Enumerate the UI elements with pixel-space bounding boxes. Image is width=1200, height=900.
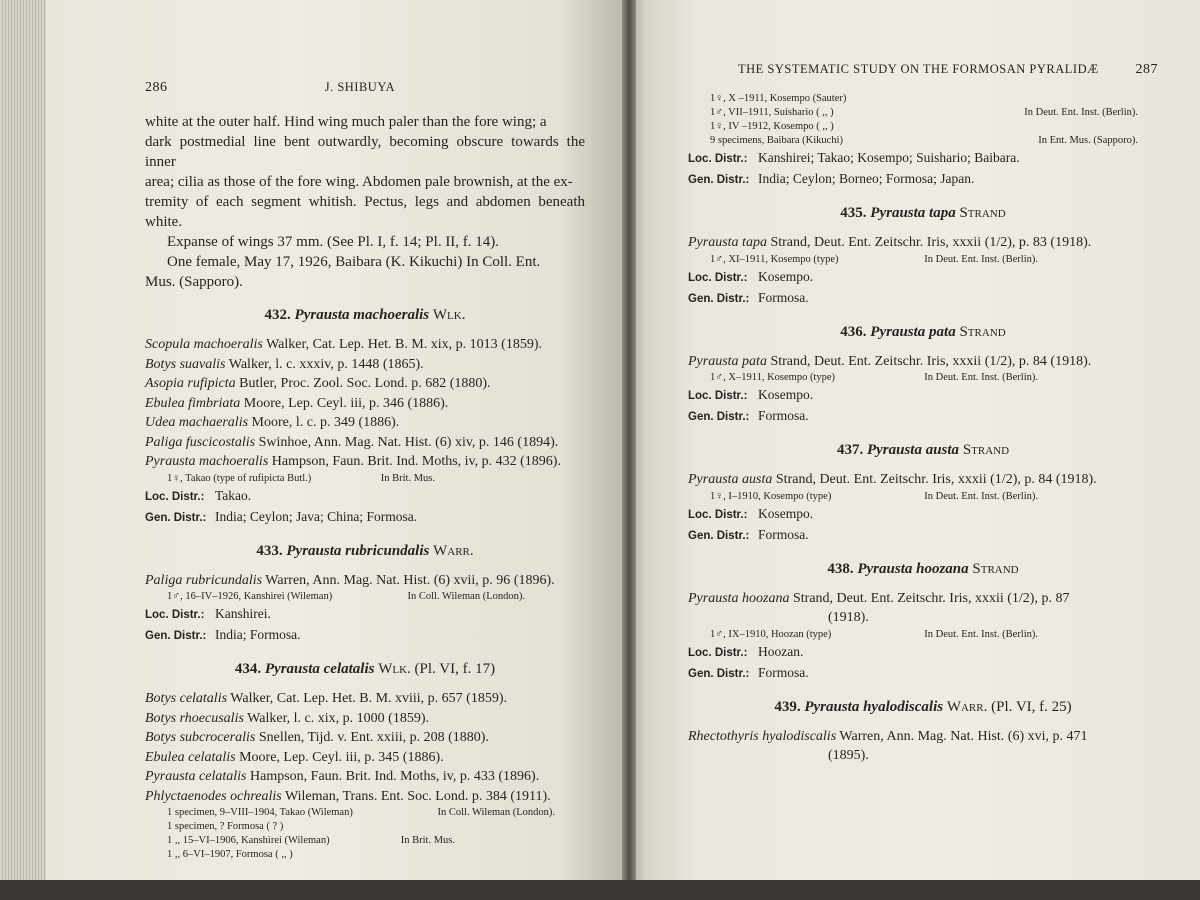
synonym-ref: Strand, Deut. Ent. Zeitschr. Iris, xxxii (1/2), p. 84 (1918). xyxy=(766,353,1092,369)
synonym-line xyxy=(145,787,585,807)
book-gutter xyxy=(622,0,636,900)
specimen-line xyxy=(145,834,585,848)
record-line: One female, May 17, 1926, Baibara (K. Kikuchi) In Coll. Ent. xyxy=(167,254,541,270)
table-background xyxy=(0,880,1200,900)
gen-distr-value: Formosa. xyxy=(758,664,809,680)
synonym-ref: Warren, Ann. Mag. Nat. Hist. (6) xvi, p. 471 xyxy=(836,728,1088,744)
species-author: Strand xyxy=(959,205,1006,221)
locality-distribution xyxy=(688,267,1158,288)
species-number: 435. xyxy=(840,205,867,221)
synonym-ref: Hampson, Faun. Brit. Ind. Moths, iv, p. 432 (1896). xyxy=(268,454,561,469)
specimen-text: 1 ,, 6–VI–1907, Formosa ( ,, ) xyxy=(167,849,293,860)
synonym-name: Rhectothyris hyalodiscalis xyxy=(688,728,837,744)
specimen-text: 1♂, XI–1911, Kosempo (type) xyxy=(710,253,839,265)
locality-distribution xyxy=(145,486,585,507)
synonym-ref-continued: (1895). xyxy=(828,748,869,763)
synonym-ref: Walker, Cat. Lep. Het. B. M. xviii, p. 657 (1859). xyxy=(227,691,508,706)
synonym-line xyxy=(145,374,585,394)
page-number-right: 287 xyxy=(1135,62,1158,77)
species-name: Pyrausta tapa xyxy=(870,205,956,221)
specimen-location: In Coll. Wileman (London). xyxy=(407,591,525,602)
gen-distr-value: India; Formosa. xyxy=(215,627,301,642)
loc-distr-value: Kosempo. xyxy=(758,505,814,521)
species-number: 436. xyxy=(840,323,867,340)
page-number-left: 286 xyxy=(145,80,168,95)
synonym-continuation xyxy=(688,746,1158,766)
synonym-ref: Swinhoe, Ann. Mag. Nat. Hist. (6) xiv, p. 146 (1894). xyxy=(255,434,559,450)
species-heading-437 xyxy=(688,441,1158,460)
specimen-location: In Deut. Ent. Inst. (Berlin). xyxy=(924,628,1038,640)
synonym-ref: Hampson, Faun. Brit. Ind. Moths, iv, p. 433 (1896). xyxy=(246,769,540,784)
intro-line: tremity of each segment whitish. Pectus, legs and abdomen beneath white. xyxy=(145,194,585,230)
right-page-content xyxy=(688,60,1158,766)
species-heading-433 xyxy=(145,542,585,561)
general-distribution xyxy=(688,663,1158,684)
species-name: Pyrausta austa xyxy=(866,442,960,458)
specimen-line xyxy=(688,253,1158,267)
gen-distr-label: Gen. Distr.: xyxy=(688,411,750,423)
synonym-name: Botys celatalis xyxy=(145,691,228,706)
synonym-line xyxy=(145,748,585,768)
locality-distribution xyxy=(145,604,585,625)
specimen-line xyxy=(688,490,1158,504)
general-distribution xyxy=(688,406,1158,427)
synonym-name: Asopia rufipicta xyxy=(145,376,236,391)
synonym-line xyxy=(688,470,1158,490)
loc-distr-label: Loc. Distr.: xyxy=(688,508,748,521)
species-heading-435 xyxy=(688,204,1158,223)
right-running-head xyxy=(688,60,1158,82)
specimen-text: 1 ,, 15–VI–1906, Kanshirei (Wileman) xyxy=(167,835,330,846)
specimen-location: In Ent. Mus. (Sapporo). xyxy=(1038,135,1138,146)
specimen-text: 1♂, X–1911, Kosempo (type) xyxy=(710,372,836,383)
species-heading-436 xyxy=(688,323,1158,342)
synonym-name: Paliga fuscicostalis xyxy=(145,434,256,450)
running-head-author: J. SHIBUYA xyxy=(324,80,395,94)
specimen-line xyxy=(688,92,1158,106)
synonym-name: Botys suavalis xyxy=(145,356,226,372)
synonym-name: Ebulea fimbriata xyxy=(145,395,241,411)
expanse-line: Expanse of wings 37 mm. (See Pl. I, f. 14; Pl. II, f. 14). xyxy=(167,234,500,250)
synonym-ref: Walker, l. c. xxxiv, p. 1448 (1865). xyxy=(225,356,424,372)
intro-line: white at the outer half. Hind wing much paler than the fore wing; a xyxy=(145,114,547,130)
species-heading-434 xyxy=(145,660,585,679)
synonym-ref: Snellen, Tijd. v. Ent. xxiii, p. 208 (1880). xyxy=(255,730,489,745)
specimen-location: In Deut. Ent. Inst. (Berlin). xyxy=(924,253,1038,265)
gen-distr-value: India; Ceylon; Borneo; Formosa; Japan. xyxy=(758,171,975,186)
specimen-line xyxy=(688,134,1158,148)
species-heading-438 xyxy=(688,560,1158,579)
synonym-ref: Moore, Lep. Ceyl. iii, p. 345 (1886). xyxy=(235,749,444,765)
synonym-line xyxy=(688,352,1158,372)
synonym-name: Paliga rubricundalis xyxy=(145,572,263,588)
synonym-name: Udea machaeralis xyxy=(145,415,249,430)
species-name: Pyrausta hoozana xyxy=(857,560,969,577)
specimen-text: 1 specimen, 9–VIII–1904, Takao (Wileman) xyxy=(167,807,353,818)
specimen-text: 1♀, Takao (type of rufipicta Butl.) xyxy=(167,472,312,484)
specimen-line xyxy=(688,106,1158,120)
synonym-continuation xyxy=(688,608,1158,628)
loc-distr-label: Loc. Distr.: xyxy=(688,646,748,659)
gen-distr-value: Formosa. xyxy=(758,526,809,542)
synonym-name: Pyrausta pata xyxy=(688,353,767,369)
species-number: 439. xyxy=(774,698,801,715)
species-number: 433. xyxy=(256,542,283,559)
gen-distr-value: Formosa. xyxy=(758,408,809,423)
synonym-line xyxy=(688,727,1158,747)
page-edges xyxy=(0,0,46,900)
specimen-line xyxy=(145,590,585,604)
synonym-ref: Strand, Deut. Ent. Zeitschr. Iris, xxxii (1/2), p. 87 xyxy=(789,590,1070,606)
species-name: Pyrausta rubricundalis xyxy=(286,542,430,559)
specimen-text: 9 specimens, Baibara (Kikuchi) xyxy=(710,135,843,146)
synonym-line xyxy=(688,233,1158,253)
synonym-name: Pyrausta tapa xyxy=(688,235,767,250)
loc-distr-value: Kanshirei; Takao; Kosempo; Suishario; Baibara. xyxy=(758,150,1020,165)
specimen-location: In Brit. Mus. xyxy=(400,835,455,846)
species-author: Strand xyxy=(959,323,1006,340)
synonym-line xyxy=(145,433,585,453)
gen-distr-value: India; Ceylon; Java; China; Formosa. xyxy=(215,508,418,524)
synonym-line xyxy=(145,452,585,472)
gen-distr-label: Gen. Distr.: xyxy=(688,174,750,186)
locality-distribution xyxy=(688,385,1158,406)
specimen-text: 1♂, 16–IV–1926, Kanshirei (Wileman) xyxy=(167,591,333,602)
synonym-line xyxy=(145,413,585,433)
species-name: Pyrausta celatalis xyxy=(264,661,375,677)
general-distribution xyxy=(688,169,1158,190)
locality-distribution xyxy=(688,504,1158,525)
loc-distr-value: Kosempo. xyxy=(758,387,814,402)
species-name: Pyrausta pata xyxy=(870,323,956,340)
species-author: Strand xyxy=(972,560,1019,577)
species-heading-432 xyxy=(145,306,585,325)
synonym-line xyxy=(145,689,585,709)
synonym-ref: Warren, Ann. Mag. Nat. Hist. (6) xvii, p. 96 (1896). xyxy=(262,572,555,588)
specimen-location: In Brit. Mus. xyxy=(380,472,435,484)
specimen-location: In Deut. Ent. Inst. (Berlin). xyxy=(924,490,1038,502)
synonym-name: Scopula machoeralis xyxy=(145,337,263,352)
synonym-line xyxy=(145,355,585,375)
specimen-text: 1♀, IV –1912, Kosempo ( ,, ) xyxy=(710,121,834,132)
loc-distr-value: Hoozan. xyxy=(758,643,804,659)
loc-distr-label: Loc. Distr.: xyxy=(688,271,748,284)
specimen-line xyxy=(688,371,1158,385)
specimen-text: 1 specimen, ? Formosa ( ? ) xyxy=(167,821,284,832)
species-heading-439 xyxy=(688,698,1158,717)
general-distribution xyxy=(145,625,585,646)
locality-distribution xyxy=(688,148,1158,169)
synonym-line xyxy=(145,335,585,355)
synonym-ref: Wileman, Trans. Ent. Soc. Lond. p. 384 (1911). xyxy=(281,788,551,804)
synonym-ref: Moore, Lep. Ceyl. iii, p. 346 (1886). xyxy=(240,395,449,411)
specimen-line xyxy=(145,472,585,486)
loc-distr-value: Takao. xyxy=(215,487,252,503)
record-line: Mus. (Sapporo). xyxy=(145,274,243,290)
synonym-ref-continued: (1918). xyxy=(828,610,869,625)
loc-distr-label: Loc. Distr.: xyxy=(688,153,748,165)
specimen-location: In Deut. Ent. Inst. (Berlin). xyxy=(1024,107,1138,118)
species-author: Strand xyxy=(962,442,1010,458)
gen-distr-label: Gen. Distr.: xyxy=(688,529,750,542)
gen-distr-label: Gen. Distr.: xyxy=(145,630,207,642)
general-distribution xyxy=(145,507,585,528)
right-page xyxy=(628,0,1200,900)
synonym-name: Pyrausta austa xyxy=(688,472,773,487)
species-author: Wlk. xyxy=(378,661,411,677)
general-distribution xyxy=(688,288,1158,309)
synonym-ref: Strand, Deut. Ent. Zeitschr. Iris, xxxii (1/2), p. 83 (1918). xyxy=(766,235,1092,250)
synonym-name: Phlyctaenodes ochrealis xyxy=(145,788,282,804)
synonym-ref: Walker, l. c. xix, p. 1000 (1859). xyxy=(243,710,429,726)
specimen-text: 1♀, X –1911, Kosempo (Sauter) xyxy=(710,93,847,104)
specimen-line xyxy=(145,820,585,834)
species-number: 434. xyxy=(234,661,262,677)
loc-distr-label: Loc. Distr.: xyxy=(145,609,205,621)
synonym-name: Pyrausta machoeralis xyxy=(145,454,269,469)
specimen-location: In Deut. Ent. Inst. (Berlin). xyxy=(924,372,1038,383)
synonym-ref: Walker, Cat. Lep. Het. B. M. xix, p. 1013 (1859). xyxy=(262,337,543,352)
species-number: 438. xyxy=(827,560,854,577)
specimen-line xyxy=(688,628,1158,642)
running-head-title: THE SYSTEMATIC STUDY ON THE FORMOSAN PYRALIDÆ xyxy=(738,62,1099,76)
loc-distr-label: Loc. Distr.: xyxy=(145,490,205,503)
species-author: Wlk. xyxy=(432,307,466,323)
synonym-line xyxy=(145,767,585,787)
gen-distr-label: Gen. Distr.: xyxy=(688,292,750,305)
synonym-line xyxy=(688,589,1158,609)
synonym-line xyxy=(145,709,585,729)
species-author: Warr. xyxy=(433,542,474,559)
specimen-text: 1♂, VII–1911, Suishario ( ,, ) xyxy=(710,107,834,118)
species-number: 432. xyxy=(264,307,291,323)
left-page-content xyxy=(145,78,585,862)
specimen-line xyxy=(145,806,585,820)
specimen-line xyxy=(145,848,585,862)
synonym-name: Botys rhoecusalis xyxy=(145,710,244,726)
specimen-location: In Coll. Wileman (London). xyxy=(437,807,555,818)
gen-distr-label: Gen. Distr.: xyxy=(145,511,207,524)
synonym-ref: Butler, Proc. Zool. Soc. Lond. p. 682 (1880). xyxy=(235,376,491,391)
left-running-head xyxy=(145,78,585,100)
synonym-ref: Strand, Deut. Ent. Zeitschr. Iris, xxxii (1/2), p. 84 (1918). xyxy=(772,472,1097,487)
synonym-name: Pyrausta celatalis xyxy=(145,769,247,784)
general-distribution xyxy=(688,525,1158,546)
loc-distr-value: Kosempo. xyxy=(758,268,814,284)
species-name: Pyrausta hyalodiscalis xyxy=(804,698,944,715)
species-author: Warr. xyxy=(946,698,988,715)
synonym-line xyxy=(145,728,585,748)
intro-line: dark postmedial line bent outwardly, becoming obscure towards the inner xyxy=(145,134,585,170)
plate-reference: (Pl. VI, f. 17) xyxy=(414,661,496,677)
synonym-name: Ebulea celatalis xyxy=(145,749,236,765)
intro-line: area; cilia as those of the fore wing. Abdomen pale brownish, at the ex- xyxy=(145,174,573,190)
gen-distr-label: Gen. Distr.: xyxy=(688,667,750,680)
loc-distr-value: Kanshirei. xyxy=(215,606,271,621)
synonym-name: Botys subcroceralis xyxy=(145,730,256,745)
synonym-line xyxy=(145,571,585,591)
synonym-name: Pyrausta hoozana xyxy=(688,590,790,606)
species-name: Pyrausta machoeralis xyxy=(294,307,430,323)
specimen-text: 1♂, IX–1910, Hoozan (type) xyxy=(710,628,832,640)
locality-distribution xyxy=(688,642,1158,663)
synonym-ref: Moore, l. c. p. 349 (1886). xyxy=(248,415,400,430)
specimen-line xyxy=(688,120,1158,134)
species-number: 437. xyxy=(836,442,864,458)
plate-reference: (Pl. VI, f. 25) xyxy=(991,698,1072,715)
gen-distr-value: Formosa. xyxy=(758,289,809,305)
loc-distr-label: Loc. Distr.: xyxy=(688,390,748,402)
synonym-line xyxy=(145,394,585,414)
specimen-text: 1♀, I–1910, Kosempo (type) xyxy=(710,490,832,502)
